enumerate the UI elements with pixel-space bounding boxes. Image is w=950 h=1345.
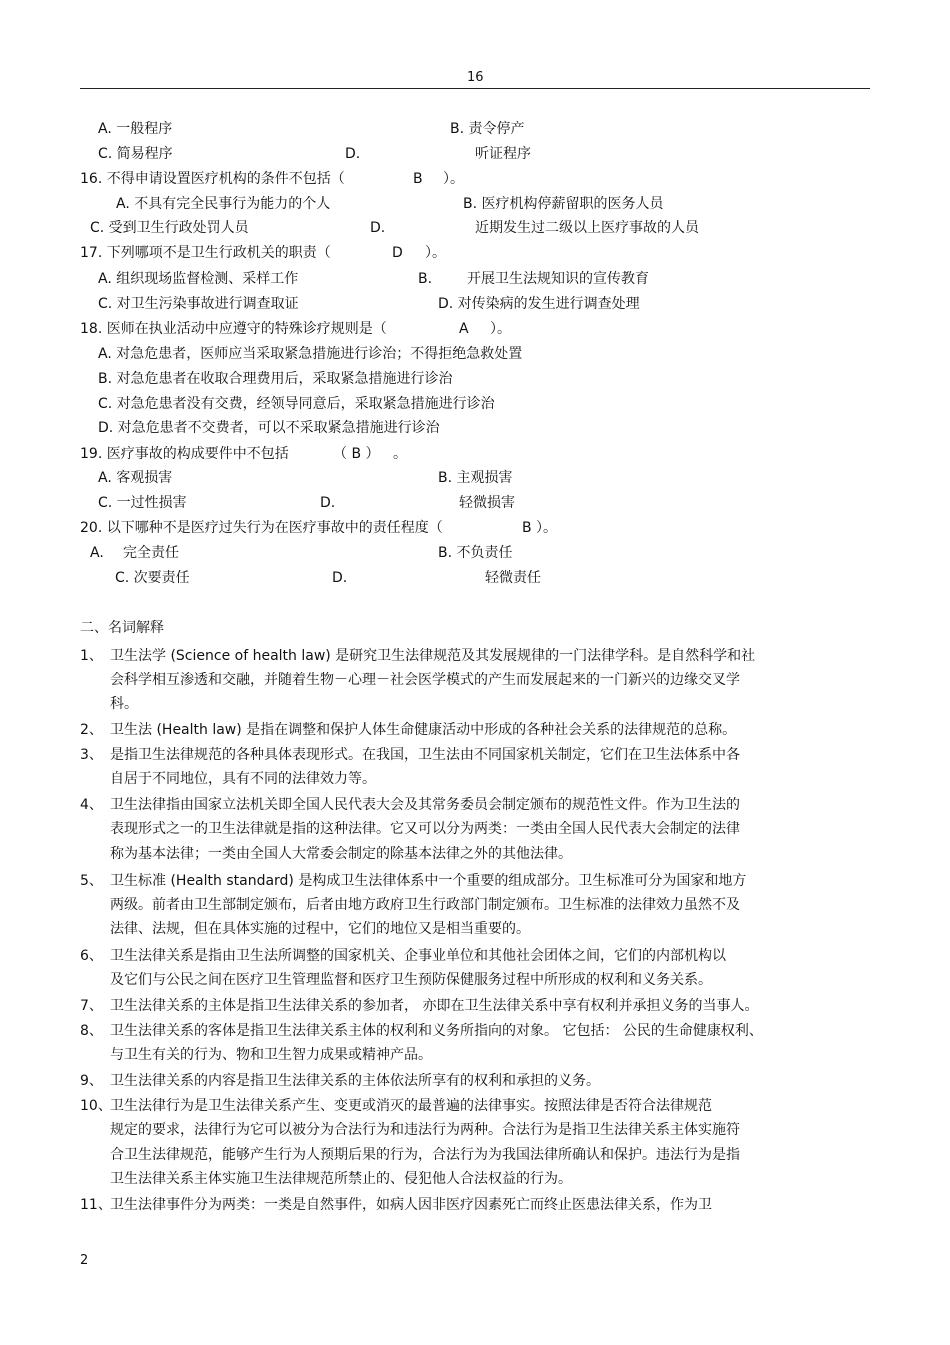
q15-option-d-text: 听证程序: [475, 146, 531, 162]
q19-stem-end: 。: [393, 446, 407, 462]
term-line: 及它们与公民之间在医疗卫生管理监督和医疗卫生预防保健服务过程中所形成的权利和义务关系。: [110, 972, 712, 988]
term-line: 卫生法 (Health law) 是指在调整和保护人体生命健康活动中形成的各种社会关系的法律规范的总称。: [110, 722, 737, 738]
q19-option-b: B. 主观损害: [438, 470, 513, 486]
q16-option-a: A. 不具有完全民事行为能力的个人: [116, 196, 331, 212]
term-line: 合卫生法律规范，能够产生行为人预期后果的行为，合法行为为我国法律所确认和保护。违法行为是指: [110, 1147, 740, 1163]
q15-option-b: B. 责令停产: [450, 121, 525, 137]
term-number: 3、: [80, 747, 103, 763]
term-number: 6、: [80, 948, 103, 964]
q17-stem: 17. 下列哪项不是卫生行政机关的职责（: [80, 245, 331, 261]
q17-answer: D: [392, 245, 403, 261]
term-line: 法律、法规，但在具体实施的过程中，它们的地位又是相当重要的。: [110, 921, 530, 937]
q16-option-d-text: 近期发生过二级以上医疗事故的人员: [475, 220, 699, 236]
q19-answer: （ B ）: [333, 446, 380, 462]
term-number: 9、: [80, 1073, 103, 1089]
term-line: 自居于不同地位，具有不同的法律效力等。: [110, 771, 376, 787]
q18-stem: 18. 医师在执业活动中应遵守的特殊诊疗规则是（: [80, 321, 387, 337]
term-number: 11、: [80, 1197, 112, 1213]
term-line: 两级。前者由卫生部制定颁布，后者由地方政府卫生行政部门制定颁布。卫生标准的法律效力虽然不及: [110, 897, 740, 913]
q19-option-a: A. 客观损害: [98, 470, 173, 486]
header-rule: [80, 88, 870, 89]
term-number: 5、: [80, 873, 103, 889]
term-line: 卫生法律关系的内容是指卫生法律关系的主体依法所享有的权利和承担的义务。: [110, 1073, 600, 1089]
footer-page-number: 2: [80, 1253, 89, 1268]
term-line: 称为基本法律；一类由全国人大常委会制定的除基本法律之外的其他法律。: [110, 846, 572, 862]
section-title: 二、名词解释: [80, 620, 164, 636]
q18-option-a: A. 对急危患者，医师应当采取紧急措施进行诊治；不得拒绝急救处置: [98, 346, 523, 362]
q17-option-b-label: B.: [418, 271, 433, 287]
term-line: 卫生法律关系的客体是指卫生法律关系主体的权利和义务所指向的对象。 它包括： 公民的生命健康权利、: [110, 1023, 763, 1039]
term-number: 1、: [80, 648, 103, 664]
q20-answer: B: [522, 520, 532, 536]
q19-option-d-label: D.: [320, 495, 336, 511]
term-line: 科。: [110, 696, 138, 712]
q20-option-a-text: 完全责任: [123, 545, 179, 561]
q18-answer: A: [459, 321, 469, 337]
term-line: 卫生标准 (Health standard) 是构成卫生法律体系中一个重要的组成部分。卫生标准可分为国家和地方: [110, 873, 747, 889]
q15-option-d-label: D.: [345, 146, 361, 162]
q16-stem: 16. 不得申请设置医疗机构的条件不包括（: [80, 171, 345, 187]
q18-stem-end: ）。: [490, 321, 511, 337]
term-line: 卫生法律行为是卫生法律关系产生、变更或消灭的最普遍的法律事实。按照法律是否符合法律规范: [110, 1098, 712, 1114]
term-number: 4、: [80, 797, 103, 813]
q17-option-b-text: 开展卫生法规知识的宣传教育: [467, 271, 649, 287]
term-number: 7、: [80, 998, 103, 1014]
q16-option-c: C. 受到卫生行政处罚人员: [90, 220, 249, 236]
q15-option-c: C. 简易程序: [98, 146, 173, 162]
q20-option-b: B. 不负责任: [438, 545, 513, 561]
term-line: 是指卫生法律规范的各种具体表现形式。在我国，卫生法由不同国家机关制定，它们在卫生法体系中各: [110, 747, 740, 763]
q18-option-b: B. 对急危患者在收取合理费用后，采取紧急措施进行诊治: [98, 371, 453, 387]
q18-option-d: D. 对急危患者不交费者，可以不采取紧急措施进行诊治: [98, 420, 440, 436]
q20-option-c: C. 次要责任: [115, 570, 190, 586]
q17-stem-end: ）。: [425, 245, 446, 261]
term-number: 8、: [80, 1023, 103, 1039]
term-line: 卫生法律关系是指由卫生法所调整的国家机关、企事业单位和其他社会团体之间，它们的内部机构以: [110, 948, 726, 964]
term-line: 卫生法律事件分为两类：一类是自然事件，如病人因非医疗因素死亡而终止医患法律关系，作为卫: [110, 1197, 712, 1213]
q16-option-b: B. 医疗机构停薪留职的医务人员: [463, 196, 664, 212]
q20-stem-end: ）。: [536, 520, 557, 536]
q20-option-d-label: D.: [332, 570, 348, 586]
term-line: 卫生法律关系主体实施卫生法律规范所禁止的、侵犯他人合法权益的行为。: [110, 1171, 572, 1187]
q19-option-d-text: 轻微损害: [459, 495, 515, 511]
term-line: 规定的要求，法律行为它可以被分为合法行为和违法行为两种。合法行为是指卫生法律关系主体实施符: [110, 1122, 740, 1138]
q16-stem-end: ）。: [443, 171, 464, 187]
q17-option-a: A. 组织现场监督检测、采样工作: [98, 271, 299, 287]
term-number: 10、: [80, 1098, 112, 1114]
term-number: 2、: [80, 722, 103, 738]
term-line: 表现形式之一的卫生法律就是指的这种法律。它又可以分为两类：一类由全国人民代表大会制定的法律: [110, 821, 740, 837]
term-line: 与卫生有关的行为、物和卫生智力成果或精神产品。: [110, 1047, 432, 1063]
term-line: 会科学相互渗透和交融，并随着生物－心理－社会医学模式的产生而发展起来的一门新兴的边缘交叉学: [110, 672, 740, 688]
q20-option-a-label: A.: [90, 545, 104, 561]
term-line: 卫生法学 (Science of health law) 是研究卫生法律规范及其发展规律的一门法律学科。是自然科学和社: [110, 648, 756, 664]
q16-option-d-label: D.: [370, 220, 386, 236]
q19-option-c: C. 一过性损害: [98, 495, 187, 511]
q19-stem: 19. 医疗事故的构成要件中不包括: [80, 446, 289, 462]
q18-option-c: C. 对急危患者没有交费，经领导同意后，采取紧急措施进行诊治: [98, 396, 495, 412]
q15-option-a: A. 一般程序: [98, 121, 173, 137]
term-line: 卫生法律关系的主体是指卫生法律关系的参加者， 亦即在卫生法律关系中享有权利并承担义务的当事人。: [110, 998, 759, 1014]
q20-option-d-text: 轻微责任: [485, 570, 541, 586]
q17-option-c: C. 对卫生污染事故进行调查取证: [98, 296, 299, 312]
q20-stem: 20. 以下哪种不是医疗过失行为在医疗事故中的责任程度（: [80, 520, 443, 536]
header-page-number: 16: [467, 70, 484, 85]
q16-answer: B: [413, 171, 423, 187]
term-line: 卫生法律指由国家立法机关即全国人民代表大会及其常务委员会制定颁布的规范性文件。作为卫生法的: [110, 797, 740, 813]
q17-option-d: D. 对传染病的发生进行调查处理: [438, 296, 640, 312]
